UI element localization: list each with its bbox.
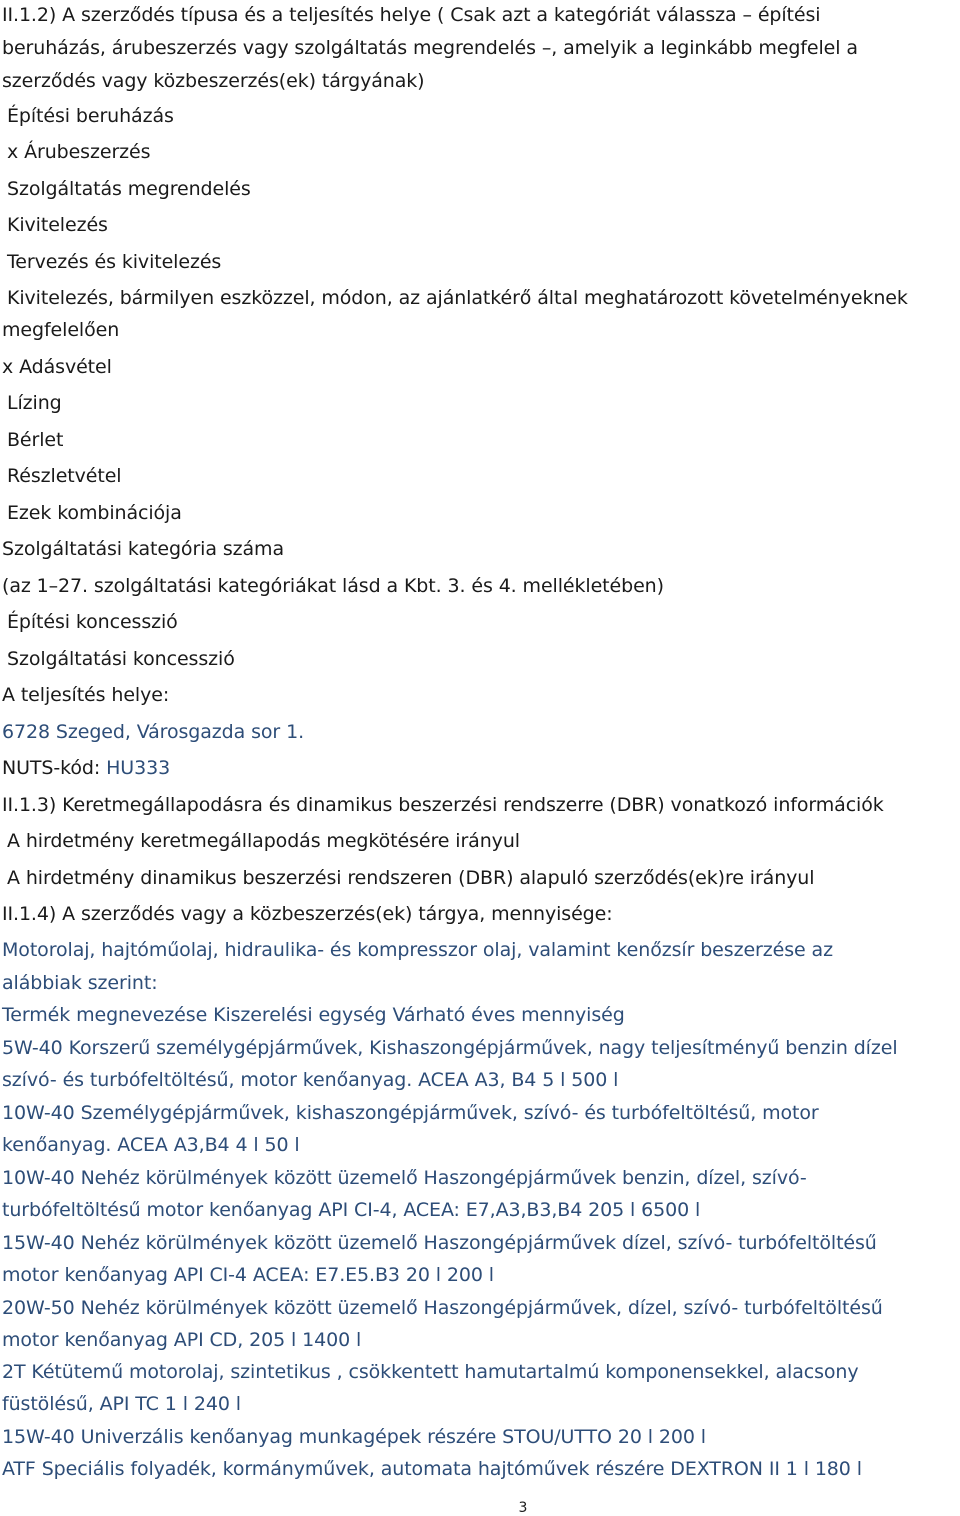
concession-option: Építési koncesszió: [7, 611, 178, 633]
subject-line: füstölésű, API TC 1 l 240 l: [2, 1393, 241, 1415]
nuts-label: NUTS-kód:: [2, 757, 101, 779]
framework-option: A hirdetmény dinamikus beszerzési rendszeren (DBR) alapuló szerződés(ek)re irányul: [7, 867, 815, 889]
contract-type-option: Lízing: [7, 392, 62, 414]
contract-type-option: megfelelően: [2, 319, 120, 341]
contract-type-option: Tervezés és kivitelezés: [7, 251, 222, 273]
place-value: 6728 Szeged, Városgazda sor 1.: [2, 721, 305, 743]
subject-line: Motorolaj, hajtóműolaj, hidraulika- és kompresszor olaj, valamint kenőzsír beszerzése az: [2, 939, 833, 961]
subject-line: 10W-40 Nehéz körülmények között üzemelő Haszongépjárművek benzin, dízel, szívó-: [2, 1167, 807, 1189]
subject-line: ATF Speciális folyadék, kormányművek, automata hajtóművek részére DEXTRON II 1 l 180 l: [2, 1458, 862, 1480]
section-heading-line: beruházás, árubeszerzés vagy szolgáltatás megrendelés –, amelyik a leginkább megfelel a: [2, 37, 858, 59]
subject-line: kenőanyag. ACEA A3,B4 4 l 50 l: [2, 1134, 300, 1156]
subject-line: alábbiak szerint:: [2, 972, 158, 994]
contract-type-option: Bérlet: [7, 429, 64, 451]
service-category-note: (az 1–27. szolgáltatási kategóriákat lásd a Kbt. 3. és 4. mellékletében): [2, 575, 664, 597]
contract-type-option: Szolgáltatás megrendelés: [7, 178, 251, 200]
subject-line: motor kenőanyag API CI-4 ACEA: E7.E5.B3 20 l 200 l: [2, 1264, 494, 1286]
subject-line: szívó- és turbófeltöltésű, motor kenőanyag. ACEA A3, B4 5 l 500 l: [2, 1069, 619, 1091]
place-label: A teljesítés helye:: [2, 684, 170, 706]
subject-line: 15W-40 Nehéz körülmények között üzemelő Haszongépjárművek dízel, szívó- turbófeltöltésű: [2, 1232, 877, 1254]
subject-line: 20W-50 Nehéz körülmények között üzemelő Haszongépjárművek, dízel, szívó- turbófeltöltésű: [2, 1297, 883, 1319]
section-heading-line: szerződés vagy közbeszerzés(ek) tárgyának): [2, 70, 425, 92]
subject-line: 2T Kétütemű motorolaj, szintetikus , csökkentett hamutartalmú komponensekkel, alacsony: [2, 1361, 859, 1383]
subject-line: turbófeltöltésű motor kenőanyag API CI-4, ACEA: E7,A3,B3,B4 205 l 6500 l: [2, 1199, 701, 1221]
contract-type-option: Építési beruházás: [7, 105, 174, 127]
subject-line: 15W-40 Univerzális kenőanyag munkagépek részére STOU/UTTO 20 l 200 l: [2, 1426, 706, 1448]
contract-type-option: Kivitelezés, bármilyen eszközzel, módon, az ajánlatkérő által meghatározott követelményeknek: [7, 287, 908, 309]
contract-type-option: Ezek kombinációja: [7, 502, 182, 524]
nuts-value: HU333: [106, 757, 171, 779]
concession-option: Szolgáltatási koncesszió: [7, 648, 235, 670]
subject-line: 5W-40 Korszerű személygépjárművek, Kishaszongépjárművek, nagy teljesítményű benzin dízel: [2, 1037, 898, 1059]
section-heading-line: II.1.4) A szerződés vagy a közbeszerzés(ek) tárgya, mennyisége:: [2, 903, 613, 925]
subject-line: 10W-40 Személygépjárművek, kishaszongépjárművek, szívó- és turbófeltöltésű, motor: [2, 1102, 819, 1124]
page-number: 3: [518, 1500, 528, 1516]
subject-line: Termék megnevezése Kiszerelési egység Várható éves mennyiség: [2, 1004, 625, 1026]
section-heading-line: II.1.3) Keretmegállapodásra és dinamikus beszerzési rendszerre (DBR) vonatkozó információk: [2, 794, 884, 816]
subject-line: motor kenőanyag API CD, 205 l 1400 l: [2, 1329, 362, 1351]
contract-type-option: Kivitelezés: [7, 214, 108, 236]
contract-type-option: x Árubeszerzés: [7, 141, 151, 163]
nuts-code: [2, 756, 170, 780]
service-category-label: Szolgáltatási kategória száma: [2, 538, 284, 560]
contract-type-option: Részletvétel: [7, 465, 122, 487]
section-heading-line: II.1.2) A szerződés típusa és a teljesítés helye ( Csak azt a kategóriát válassza – építési: [2, 4, 821, 26]
contract-type-option: x Adásvétel: [2, 356, 112, 378]
framework-option: A hirdetmény keretmegállapodás megkötésére irányul: [7, 830, 520, 852]
